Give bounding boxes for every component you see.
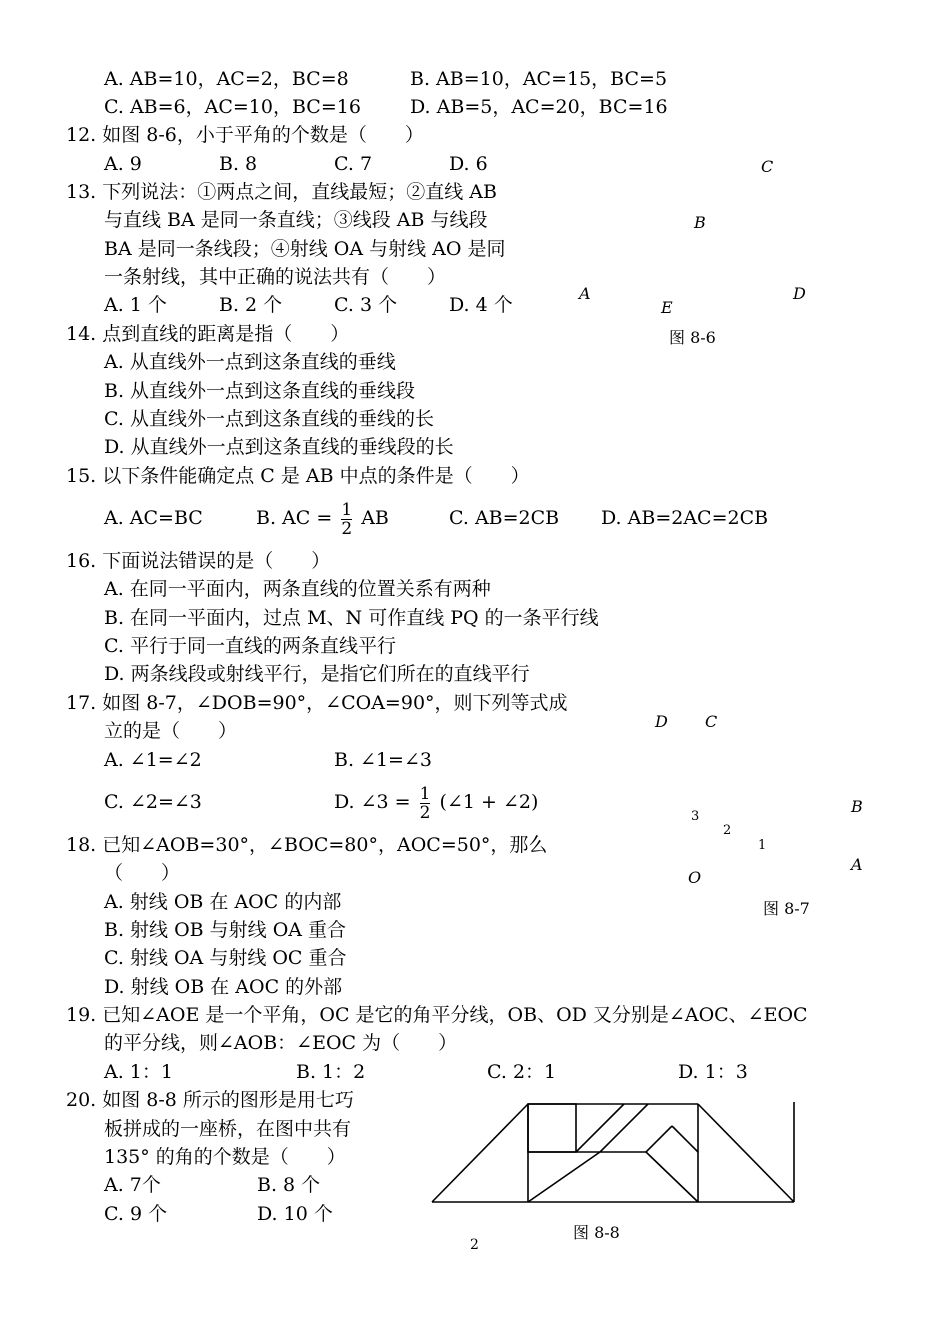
q14-option-c: C. 从直线外一点到这条直线的垂线的长: [104, 408, 434, 430]
q17-option-c: C. ∠2=∠3: [104, 791, 202, 813]
q13-option-d: D. 4 个: [449, 294, 513, 316]
q13-option-b: B. 2 个: [219, 294, 283, 316]
q15-option-b: [256, 488, 389, 548]
q16-option-a: A. 在同一平面内，两条直线的位置关系有两种: [104, 578, 491, 600]
lower-diagonal-line: [528, 1152, 600, 1202]
fraction-numerator: 1: [341, 499, 353, 520]
fig87-label-d: D: [655, 712, 668, 731]
q12-option-b: B. 8: [219, 153, 258, 175]
q19-option-c: C. 2：1: [487, 1061, 557, 1083]
q17-option-b: B. ∠1=∠3: [334, 749, 432, 771]
q20-option-a: A. 7个: [104, 1174, 161, 1196]
q12-option-c: C. 7: [334, 153, 373, 175]
page-number: 2: [470, 1237, 479, 1253]
q17-option-d-fraction: [420, 785, 431, 822]
q19-option-b: B. 1：2: [296, 1061, 366, 1083]
q13-line-2: 与直线 BA 是同一条直线；③线段 AB 与线段: [104, 209, 488, 231]
q11-option-d: D. AB=5，AC=20，BC=16: [410, 96, 668, 118]
fig86-label-e: E: [661, 298, 673, 317]
fig86-caption: 图 8-6: [669, 328, 716, 347]
q13-line-3: BA 是同一条线段；④射线 OA 与射线 AO 是同: [104, 238, 506, 260]
q12-stem: 12. 如图 8-6，小于平角的个数是（ ）: [66, 124, 424, 146]
q15-option-a: A. AC=BC: [104, 507, 203, 529]
q17-option-d-suffix: (∠1 + ∠2): [439, 791, 539, 813]
fig87-angle-3: 3: [691, 809, 700, 824]
fig86-label-c: C: [761, 157, 774, 176]
q19-option-d: D. 1：3: [678, 1061, 748, 1083]
left-slope-line: [432, 1104, 528, 1202]
q14-stem: 14. 点到直线的距离是指（ ）: [66, 323, 350, 345]
q11-option-b: B. AB=10，AC=15，BC=5: [410, 68, 668, 90]
q16-option-b: B. 在同一平面内，过点 M、N 可作直线 PQ 的一条平行线: [104, 607, 599, 629]
q15-option-b-suffix: AB: [361, 507, 389, 529]
fraction-denominator: 2: [419, 802, 431, 823]
fig87-label-o: O: [688, 868, 702, 887]
q12-option-d: D. 6: [449, 153, 488, 175]
q20-line-3: 135° 的角的个数是（ ）: [104, 1146, 346, 1168]
q20-option-c: C. 9 个: [104, 1203, 168, 1225]
q17-line-2: 立的是（ ）: [104, 720, 238, 742]
fig88-tangram-bridge: [428, 1098, 800, 1208]
fig86-label-d: D: [793, 284, 806, 303]
parallelogram-right-edge: [600, 1104, 648, 1152]
q14-option-b: B. 从直线外一点到这条直线的垂线段: [104, 380, 416, 402]
q18-option-b: B. 射线 OB 与射线 OA 重合: [104, 919, 347, 941]
q18-option-a: A. 射线 OB 在 AOC 的内部: [104, 891, 342, 913]
q14-option-a: A. 从直线外一点到这条直线的垂线: [104, 351, 396, 373]
fig87-caption: 图 8-7: [763, 899, 810, 918]
q15-option-d: D. AB=2AC=2CB: [601, 507, 769, 529]
q11-option-a: A. AB=10，AC=2，BC=8: [104, 68, 349, 90]
q18-line-2: （ ）: [104, 862, 181, 884]
q15-option-b-prefix: B. AC =: [256, 507, 333, 529]
fig88-caption: 图 8-8: [573, 1223, 620, 1242]
q20-line-1: 20. 如图 8-8 所示的图形是用七巧: [66, 1089, 354, 1111]
q15-stem: 15. 以下条件能确定点 C 是 AB 中点的条件是（ ）: [66, 465, 530, 487]
right-slope-line: [698, 1104, 794, 1202]
q17-option-d-prefix: D. ∠3 =: [334, 791, 411, 813]
fig87-label-a: A: [851, 855, 863, 874]
q18-option-c: C. 射线 OA 与射线 OC 重合: [104, 947, 347, 969]
q20-line-2: 板拼成的一座桥，在图中共有: [104, 1118, 352, 1140]
q13-option-c: C. 3 个: [334, 294, 398, 316]
q20-option-d: D. 10 个: [257, 1203, 333, 1225]
parallelogram-left-edge: [576, 1104, 624, 1152]
fig86-label-b: B: [694, 213, 706, 232]
q15-option-c: C. AB=2CB: [449, 507, 560, 529]
lower-right-diagonal-line: [646, 1152, 698, 1202]
q13-line-4: 一条射线，其中正确的说法共有（ ）: [104, 266, 447, 288]
q16-stem: 16. 下面说法错误的是（ ）: [66, 550, 331, 572]
q17-option-d: [334, 772, 538, 832]
q18-line-1: 18. 已知∠AOB=30°，∠BOC=80°，AOC=50°，那么: [66, 834, 548, 856]
q19-line-2: 的平分线，则∠AOB：∠EOC 为（ ）: [104, 1032, 458, 1054]
q17-option-a: A. ∠1=∠2: [104, 749, 202, 771]
triangle-right-edge: [672, 1126, 698, 1152]
q13-option-a: A. 1 个: [104, 294, 167, 316]
q12-option-a: A. 9: [104, 153, 142, 175]
fraction-denominator: 2: [341, 518, 353, 539]
q19-option-a: A. 1：1: [104, 1061, 173, 1083]
q16-option-d: D. 两条线段或射线平行，是指它们所在的直线平行: [104, 663, 530, 685]
fraction-numerator: 1: [419, 783, 431, 804]
q13-line-1: 13. 下列说法：①两点之间，直线最短；②直线 AB: [66, 181, 497, 203]
fig87-label-c: C: [705, 712, 718, 731]
fig87-angle-2: 2: [723, 823, 732, 838]
fig86-label-a: A: [579, 284, 591, 303]
q18-option-d: D. 射线 OB 在 AOC 的外部: [104, 976, 343, 998]
q19-line-1: 19. 已知∠AOE 是一个平角，OC 是它的角平分线，OB、OD 又分别是∠AOC、∠EOC: [66, 1004, 808, 1026]
fig87-angle-1: 1: [758, 838, 767, 853]
q14-option-d: D. 从直线外一点到这条直线的垂线段的长: [104, 436, 454, 458]
q16-option-c: C. 平行于同一直线的两条直线平行: [104, 635, 396, 657]
q15-option-b-fraction: [341, 501, 352, 538]
square-piece: [528, 1104, 576, 1152]
q20-option-b: B. 8 个: [257, 1174, 321, 1196]
fig87-label-b: B: [851, 797, 863, 816]
q11-option-c: C. AB=6，AC=10，BC=16: [104, 96, 361, 118]
triangle-upper-edge: [646, 1126, 672, 1152]
q17-line-1: 17. 如图 8-7，∠DOB=90°，∠COA=90°，则下列等式成: [66, 692, 568, 714]
